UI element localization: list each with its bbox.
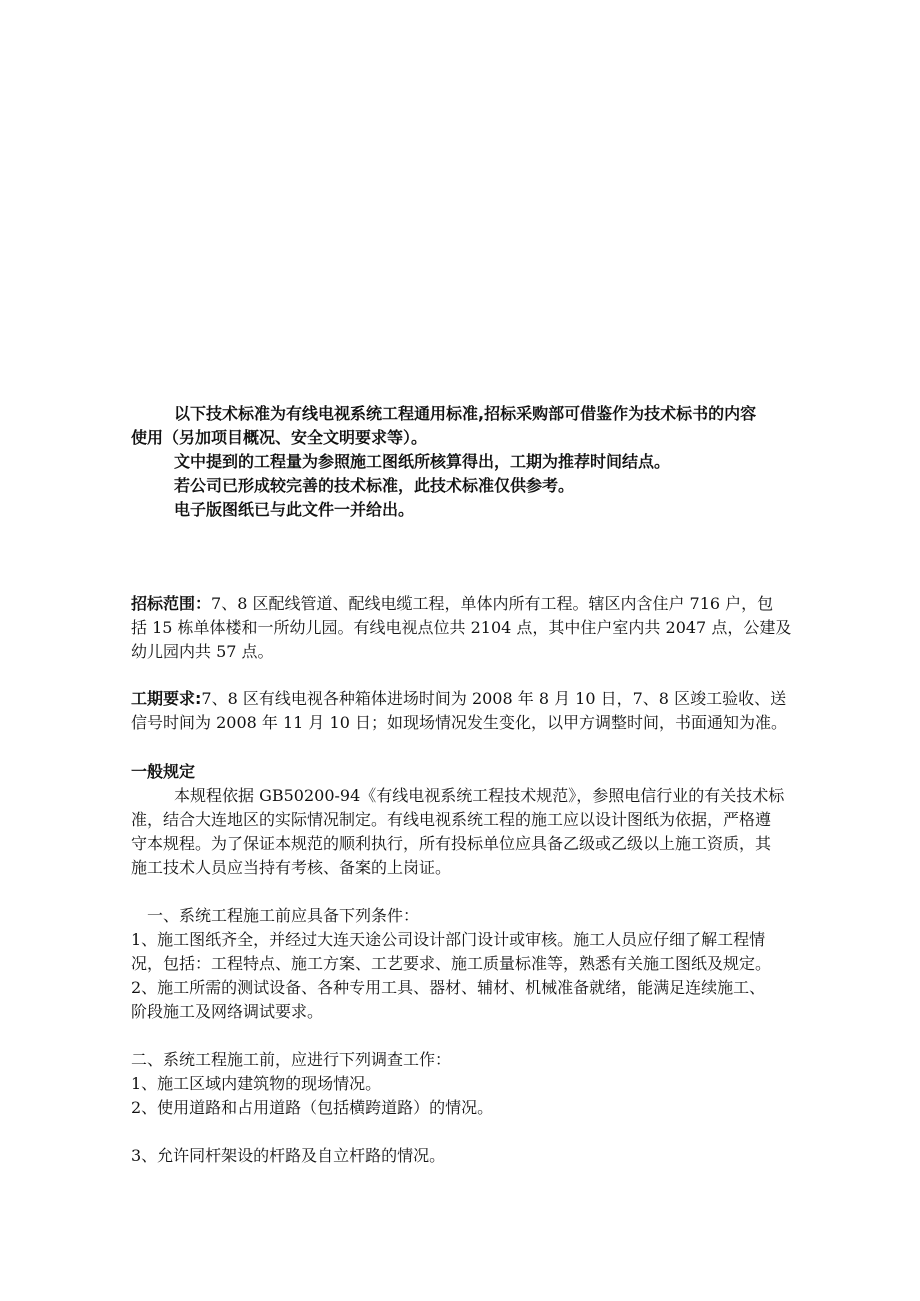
note-paragraph-1-line-2: 使用（另加项目概况、安全文明要求等）。 bbox=[131, 428, 428, 447]
note-paragraph-4: 电子版图纸已与此文件一并给出。 bbox=[174, 500, 415, 519]
schedule-line-1 bbox=[131, 687, 786, 711]
section-1-heading: 一、系统工程施工前应具备下列条件： bbox=[147, 906, 420, 925]
scope-line-3: 幼儿园内共 57 点。 bbox=[131, 642, 274, 661]
section-2-item-3: 3、允许同杆架设的杆路及自立杆路的情况。 bbox=[131, 1146, 446, 1165]
general-line-4: 施工技术人员应当持有考核、备案的上岗证。 bbox=[131, 858, 452, 877]
general-line-1: 本规程依据 GB50200-94《有线电视系统工程技术规范》，参照电信行业的有关技术标 bbox=[174, 786, 785, 805]
section-1-line-4: 阶段施工及网络调试要求。 bbox=[131, 1002, 324, 1021]
section-2-item-2: 2、使用道路和占用道路（包括横跨道路）的情况。 bbox=[131, 1098, 494, 1117]
scope-line-2: 括 15 栋单体楼和一所幼儿园。有线电视点位共 2104 点，其中住户室内共 2047 点，公建及 bbox=[131, 618, 792, 637]
schedule-line-2: 信号时间为 2008 年 11 月 10 日；如现场情况发生变化，以甲方调整时间，书面通知为准。 bbox=[131, 713, 787, 732]
schedule-text-1: 7、8 区有线电视各种箱体进场时间为 2008 年 8 月 10 日，7、8 区竣工验收、送 bbox=[201, 689, 787, 708]
section-2-item-1: 1、施工区域内建筑物的现场情况。 bbox=[131, 1074, 382, 1093]
section-1-line-1: 1、施工图纸齐全，并经过大连天途公司设计部门设计或审核。施工人员应仔细了解工程情 bbox=[131, 930, 766, 949]
note-paragraph-1-line-1: 以下技术标准为有线电视系统工程通用标准,招标采购部可借鉴作为技术标书的内容 bbox=[174, 404, 757, 423]
section-1-line-3: 2、施工所需的测试设备、各种专用工具、器材、辅材、机械准备就绪，能满足连续施工、 bbox=[131, 978, 766, 997]
section-1-line-2: 况，包括：工程特点、施工方案、工艺要求、施工质量标准等，熟悉有关施工图纸及规定。 bbox=[131, 954, 772, 973]
general-title: 一般规定 bbox=[131, 762, 196, 781]
general-line-2: 准，结合大连地区的实际情况制定。有线电视系统工程的施工应以设计图纸为依据，严格遵 bbox=[131, 810, 772, 829]
scope-text-1: 7、8 区配线管道、配线电缆工程，单体内所有工程。辖区内含住户 716 户，包 bbox=[211, 594, 774, 613]
note-paragraph-2: 文中提到的工程量为参照施工图纸所核算得出，工期为推荐时间结点。 bbox=[174, 452, 671, 471]
schedule-label: 工期要求: bbox=[131, 689, 202, 708]
scope-label: 招标范围： bbox=[131, 594, 212, 613]
note-paragraph-3: 若公司已形成较完善的技术标准，此技术标准仅供参考。 bbox=[174, 476, 575, 495]
section-2-heading: 二、系统工程施工前，应进行下列调查工作： bbox=[131, 1050, 452, 1069]
scope-line-1 bbox=[131, 592, 773, 616]
general-line-3: 守本规程。为了保证本规范的顺利执行，所有投标单位应具备乙级或乙级以上施工资质，其 bbox=[131, 834, 772, 853]
